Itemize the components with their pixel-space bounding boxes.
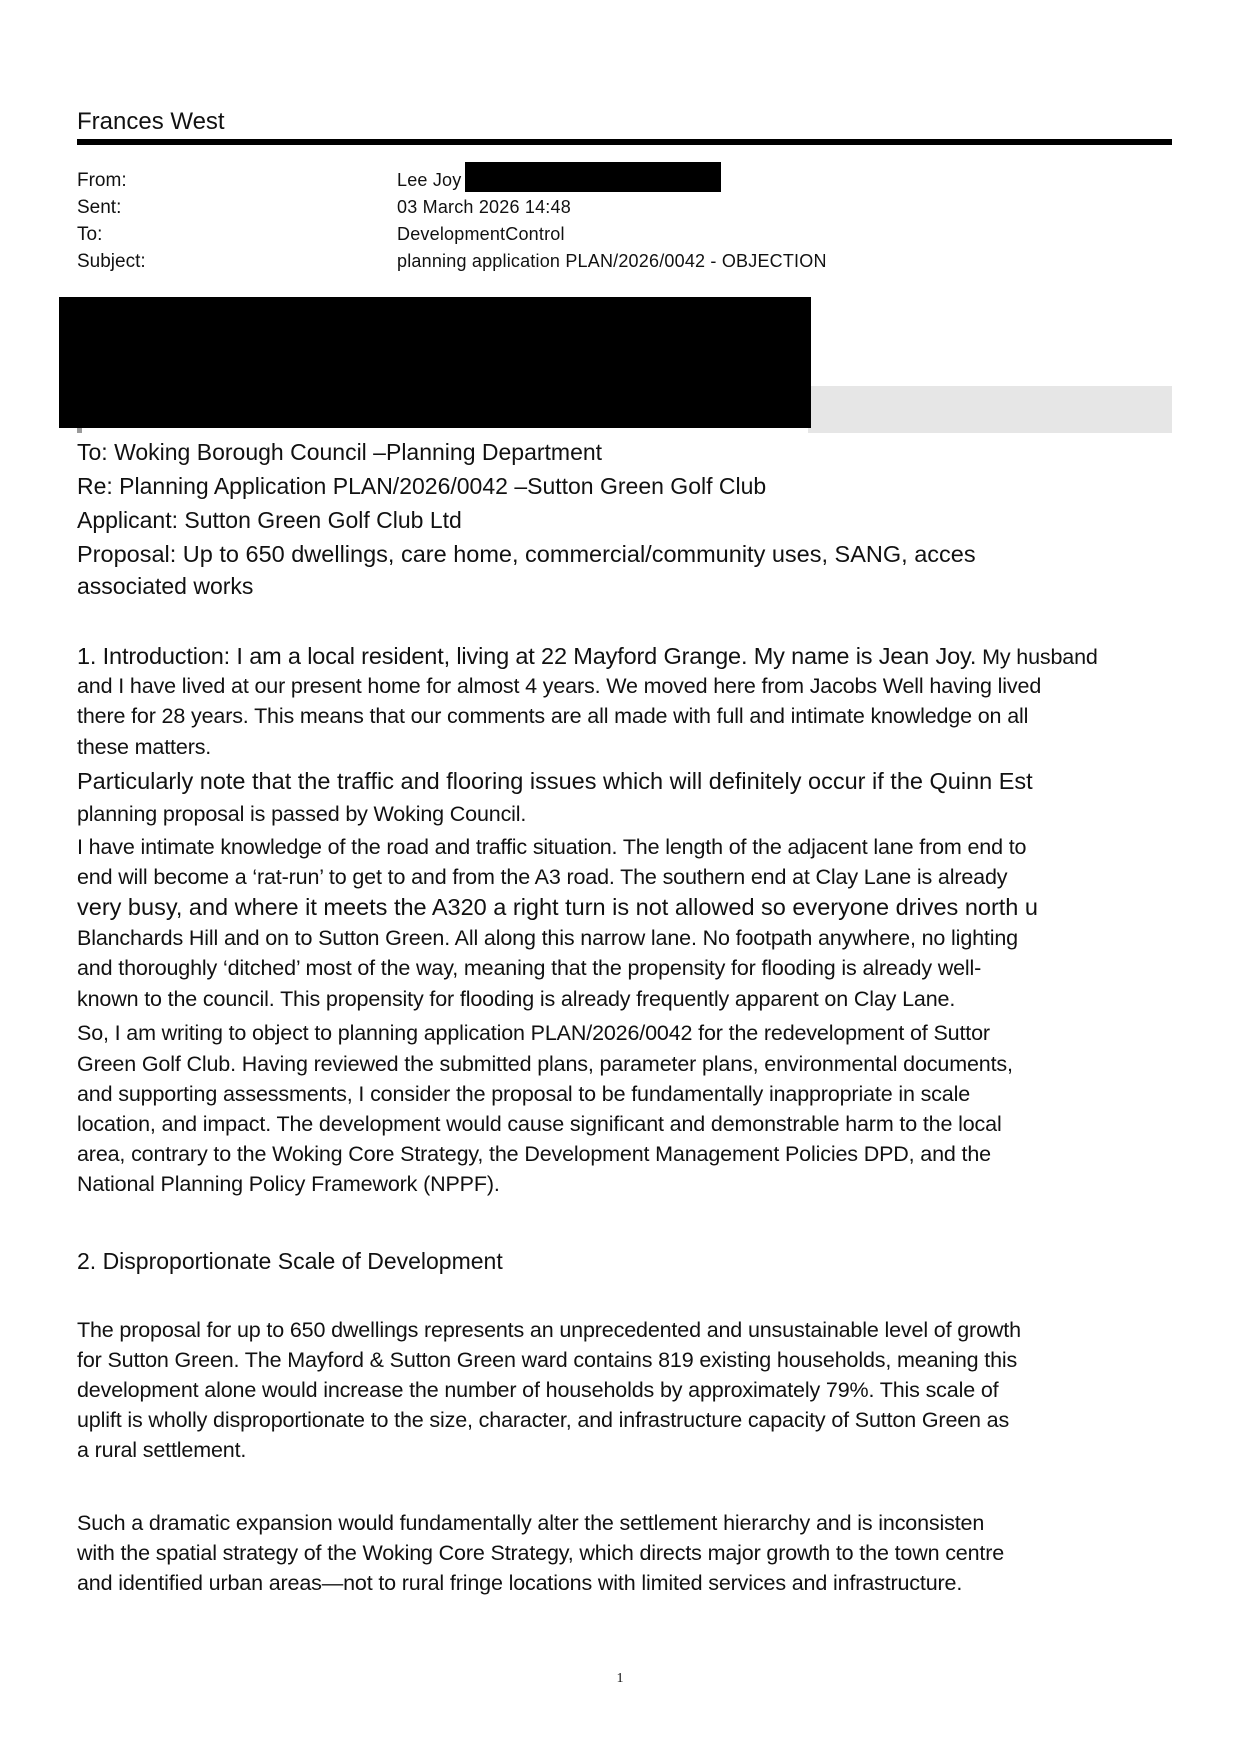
body-line: So, I am writing to object to planning application PLAN/2026/0042 for the redevelopment of Suttor <box>77 1021 990 1045</box>
body-line: and identified urban areas—not to rural fringe locations with limited services and infrastructure. <box>77 1571 963 1595</box>
header-rule <box>77 139 1172 145</box>
letter-proposal-line-1: Proposal: Up to 650 dwellings, care home, commercial/community uses, SANG, acces <box>77 541 976 567</box>
to-label: To: <box>77 224 103 245</box>
document-owner-name: Frances West <box>77 108 225 135</box>
from-label: From: <box>77 170 127 191</box>
to-value: DevelopmentControl <box>397 224 565 244</box>
body-line: a rural settlement. <box>77 1438 247 1462</box>
body-line: development alone would increase the number of households by approximately 79%. This scale of <box>77 1378 999 1402</box>
body-line: Green Golf Club. Having reviewed the submitted plans, parameter plans, environmental documents, <box>77 1052 1013 1076</box>
section-2-heading: 2. Disproportionate Scale of Development <box>77 1248 503 1274</box>
page-number: 1 <box>616 1671 624 1686</box>
body-line: and thoroughly ‘ditched’ most of the way, meaning that the propensity for flooding is already well- <box>77 956 982 980</box>
redaction-block <box>59 297 811 428</box>
subject-value: planning application PLAN/2026/0042 - OBJECTION <box>397 251 827 271</box>
body-line: and I have lived at our present home for almost 4 years. We moved here from Jacobs Well having lived <box>77 674 1042 698</box>
letter-re-line: Re: Planning Application PLAN/2026/0042 –Sutton Green Golf Club <box>77 473 767 499</box>
sent-label: Sent: <box>77 197 122 218</box>
body-line: Such a dramatic expansion would fundamentally alter the settlement hierarchy and is inconsisten <box>77 1511 985 1535</box>
redaction-email <box>465 162 721 192</box>
section-1-intro-rest: My husband <box>976 645 1098 669</box>
section-1-heading: 1. Introduction: I am a local resident, living at 22 Mayford Grange. My name is Jean Joy. <box>77 643 977 669</box>
body-line: for Sutton Green. The Mayford & Sutton Green ward contains 819 existing households, meaning this <box>77 1348 1018 1372</box>
body-line: planning proposal is passed by Woking Council. <box>77 802 527 826</box>
from-value: Lee Joy <box>397 170 462 190</box>
body-line: with the spatial strategy of the Woking Core Strategy, which directs major growth to the town centre <box>77 1541 1005 1565</box>
body-line: there for 28 years. This means that our comments are all made with full and intimate knowledge on all <box>77 704 1029 728</box>
body-line: location, and impact. The development would cause significant and demonstrable harm to the local <box>77 1112 1002 1136</box>
body-line: Particularly note that the traffic and flooring issues which will definitely occur if the Quinn Est <box>77 768 1033 794</box>
body-line: uplift is wholly disproportionate to the size, character, and infrastructure capacity of Sutton Green as <box>77 1408 1010 1432</box>
body-line: I have intimate knowledge of the road and traffic situation. The length of the adjacent lane from end to <box>77 835 1027 859</box>
body-line: The proposal for up to 650 dwellings represents an unprecedented and unsustainable level of growth <box>77 1318 1021 1342</box>
body-line: and supporting assessments, I consider the proposal to be fundamentally inappropriate in scale <box>77 1082 971 1106</box>
body-line: area, contrary to the Woking Core Strategy, the Development Management Policies DPD, and the <box>77 1142 991 1166</box>
section-1-intro <box>77 643 1172 670</box>
body-line: Blanchards Hill and on to Sutton Green. All along this narrow lane. No footpath anywhere, no lighting <box>77 926 1018 950</box>
grey-band <box>808 386 1172 433</box>
subject-label: Subject: <box>77 251 146 272</box>
letter-proposal-line-2: associated works <box>77 573 254 599</box>
letter-applicant-line: Applicant: Sutton Green Golf Club Ltd <box>77 507 462 533</box>
body-line: very busy, and where it meets the A320 a right turn is not allowed so everyone drives north u <box>77 894 1038 920</box>
letter-to-line: To: Woking Borough Council –Planning Department <box>77 439 603 465</box>
body-line: these matters. <box>77 735 212 759</box>
body-line: end will become a ‘rat-run’ to get to and from the A3 road. The southern end at Clay Lane is already <box>77 865 1008 889</box>
sent-value: 03 March 2026 14:48 <box>397 197 571 217</box>
body-line: known to the council. This propensity for flooding is already frequently apparent on Clay Lane. <box>77 987 956 1011</box>
body-line: National Planning Policy Framework (NPPF). <box>77 1172 500 1196</box>
